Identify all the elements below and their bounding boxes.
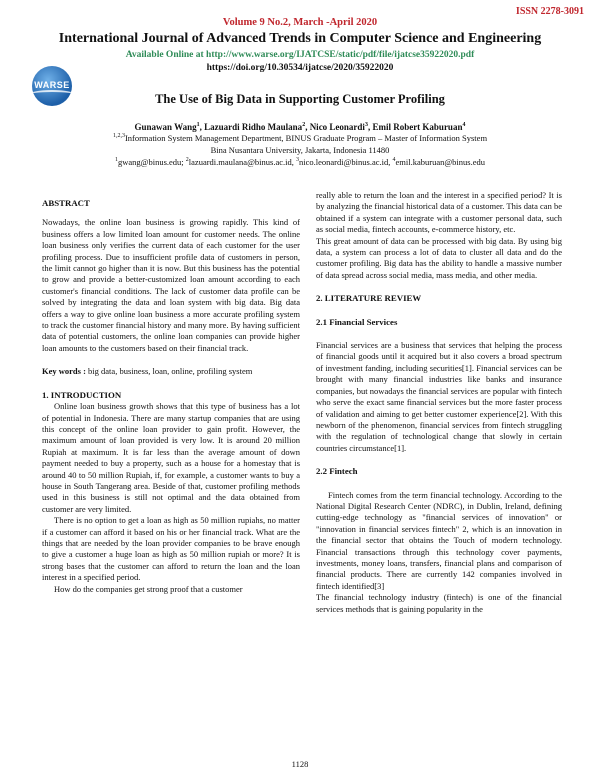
issn-label: ISSN 2278-3091: [515, 6, 584, 17]
doi-link[interactable]: https://doi.org/10.30534/ijatcse/2020/35922020: [206, 63, 394, 73]
journal-title: International Journal of Advanced Trends in Computer Science and Engineering: [58, 31, 542, 46]
author-emails: $^1$gwang@binus.edu; $^2$lazuardi.maulana@binus.ac.id, $^3$nico.leonardi@binus.ac.id, $^4$emil.kaburuan@binus.edu: [114, 157, 486, 167]
literature-review-heading: 2. LITERATURE REVIEW: [316, 293, 422, 304]
author: Gunawan Wang$^1$,: [134, 122, 205, 132]
paper-title: The Use of Big Data in Supporting Customer Profiling: [155, 92, 445, 106]
financial-services-heading: 2.1 Financial Services: [316, 316, 398, 327]
author: Lazuardi Ridho Maulana$^2$,: [204, 122, 310, 132]
fintech-heading: 2.2 Fintech: [316, 466, 358, 477]
continued-paragraph-1: really able to return the loan and the interest in a specified period? It is by analyzing the financial historical data of a customer. This data can be obtained if a system can integrate with a customer personal data, such as social media, fintech accounts, e-commerce history, etc.: [316, 190, 562, 235]
left-column: [42, 198, 300, 595]
continued-paragraph-2: This great amount of data can be processed with big data. By using big data, a system can process a lot of data to cluster all data and do the customer profiling. Big data has the ability to handle a massive number of data spread across social media, mass media, and other media.: [316, 235, 562, 280]
intro-paragraph-1: Online loan business growth shows that this type of business has a lot of potential in Indonesia. There are many startup companies that are using this concept of the online loan provider to gain profit. However, the maximum amount of loan provided is very low. It is around 20 million Rupiah at maximum. It is far less than the average amount of down payment needed to buy a property, such as a house for a homestay that is around 40 to 50 million Rupiah, if, for example, a customer wants to buy a house in South Tangerang area. Beside of that, customer profiling methods used in this business is still not optimal and the data obtained from customer are very limited.: [42, 401, 300, 514]
abstract-heading: ABSTRACT: [42, 198, 90, 208]
fintech-paragraph-1: Fintech comes from the term financial technology. According to the National Digital Research Center (NDRC), in Dublin, Ireland, defining cutting-edge technology as "financial services of innovation" or "innovation in financial services fintech" 2, which is an innovation in the financial sector that obtains the Touch of modern technology. Financial transactions through this technology cover payments, investments, money loans, transfers, financial plans and comparison of financial products. There are currently 142 companies involved in fintech identified[3]: [316, 489, 562, 591]
author-list: [0, 122, 600, 132]
author: Nico Leonardi$^3$,: [309, 122, 373, 132]
keywords: Key words : big data, business, loan, online, profiling system: [42, 366, 253, 377]
availability-link[interactable]: Available Online at http://www.warse.org/IJATCSE/static/pdf/file/ijatcse35922020.pdf: [125, 50, 475, 60]
financial-services-text: Financial services are a business that services that helping the process of financial goods until it acquired but it also covers a broad spectrum of investment fanding, including securities[1]. Financial services can be brought with many financial industries like banks and insurance companies, but nowadays the financial services are popular with fintech who serve the exact same financial services but the more faster process of validation and aiming to get better customer experience[2]. With this newborn of the phenomenon, financial services from fintech struggling with the regulation of technological change that slowly in certain countries circumstance[1].: [316, 340, 562, 453]
author: Emil Robert Kaburuan$^4$: [372, 122, 466, 132]
abstract-text: Nowadays, the online loan business is growing rapidly. This kind of business offers a low limited loan amount for customer needs. The online loan business only verifies the current data of each customer for the user profiling process. Due to insufficient profile data of customers in person, the limit cannot go higher than it is now. But this business has the potential to grow and provide a better-customized loan amount according to each customer's financial conditions. The lack of customer data profile can be solved by integrating the data and loan system with big data. Big data offers a way to give online loan business a more accurate profiling system to track the customer financial history and many more. By having sufficient data of potential customers, the online loan companies can provide higher loan amounts to the customers based on their financial track.: [42, 217, 300, 353]
intro-paragraph-3: How do the companies get strong proof that a customer: [54, 583, 243, 594]
fintech-paragraph-2: The financial technology industry (fintech) is one of the financial services methods that is gaining popularity in the: [316, 592, 562, 614]
volume-label: Volume 9 No.2, March -April 2020: [222, 17, 378, 28]
affiliation-line-2: Bina Nusantara University, Jakarta, Indonesia 11480: [210, 145, 390, 155]
introduction-heading: 1. INTRODUCTION: [42, 389, 122, 400]
intro-paragraph-2: There is no option to get a loan as high as 50 million rupiahs, no matter if a customer can afford it based on his or her financial track. What are the things that are needed by the loan provider companies to be brave enough to give a customer a huge loan as high as 50 million rupiah or more? It is strong bases that the customer can afford to return the loan and the loan interest in a specified period.: [42, 515, 300, 583]
right-column: [316, 190, 562, 615]
affiliation-line-1: $^{1,2,3}$Information System Management Department, BINUS Graduate Program – Master of Information System: [112, 133, 488, 143]
logo-text: WARSE: [34, 80, 70, 90]
page-number: 1128: [291, 759, 309, 769]
